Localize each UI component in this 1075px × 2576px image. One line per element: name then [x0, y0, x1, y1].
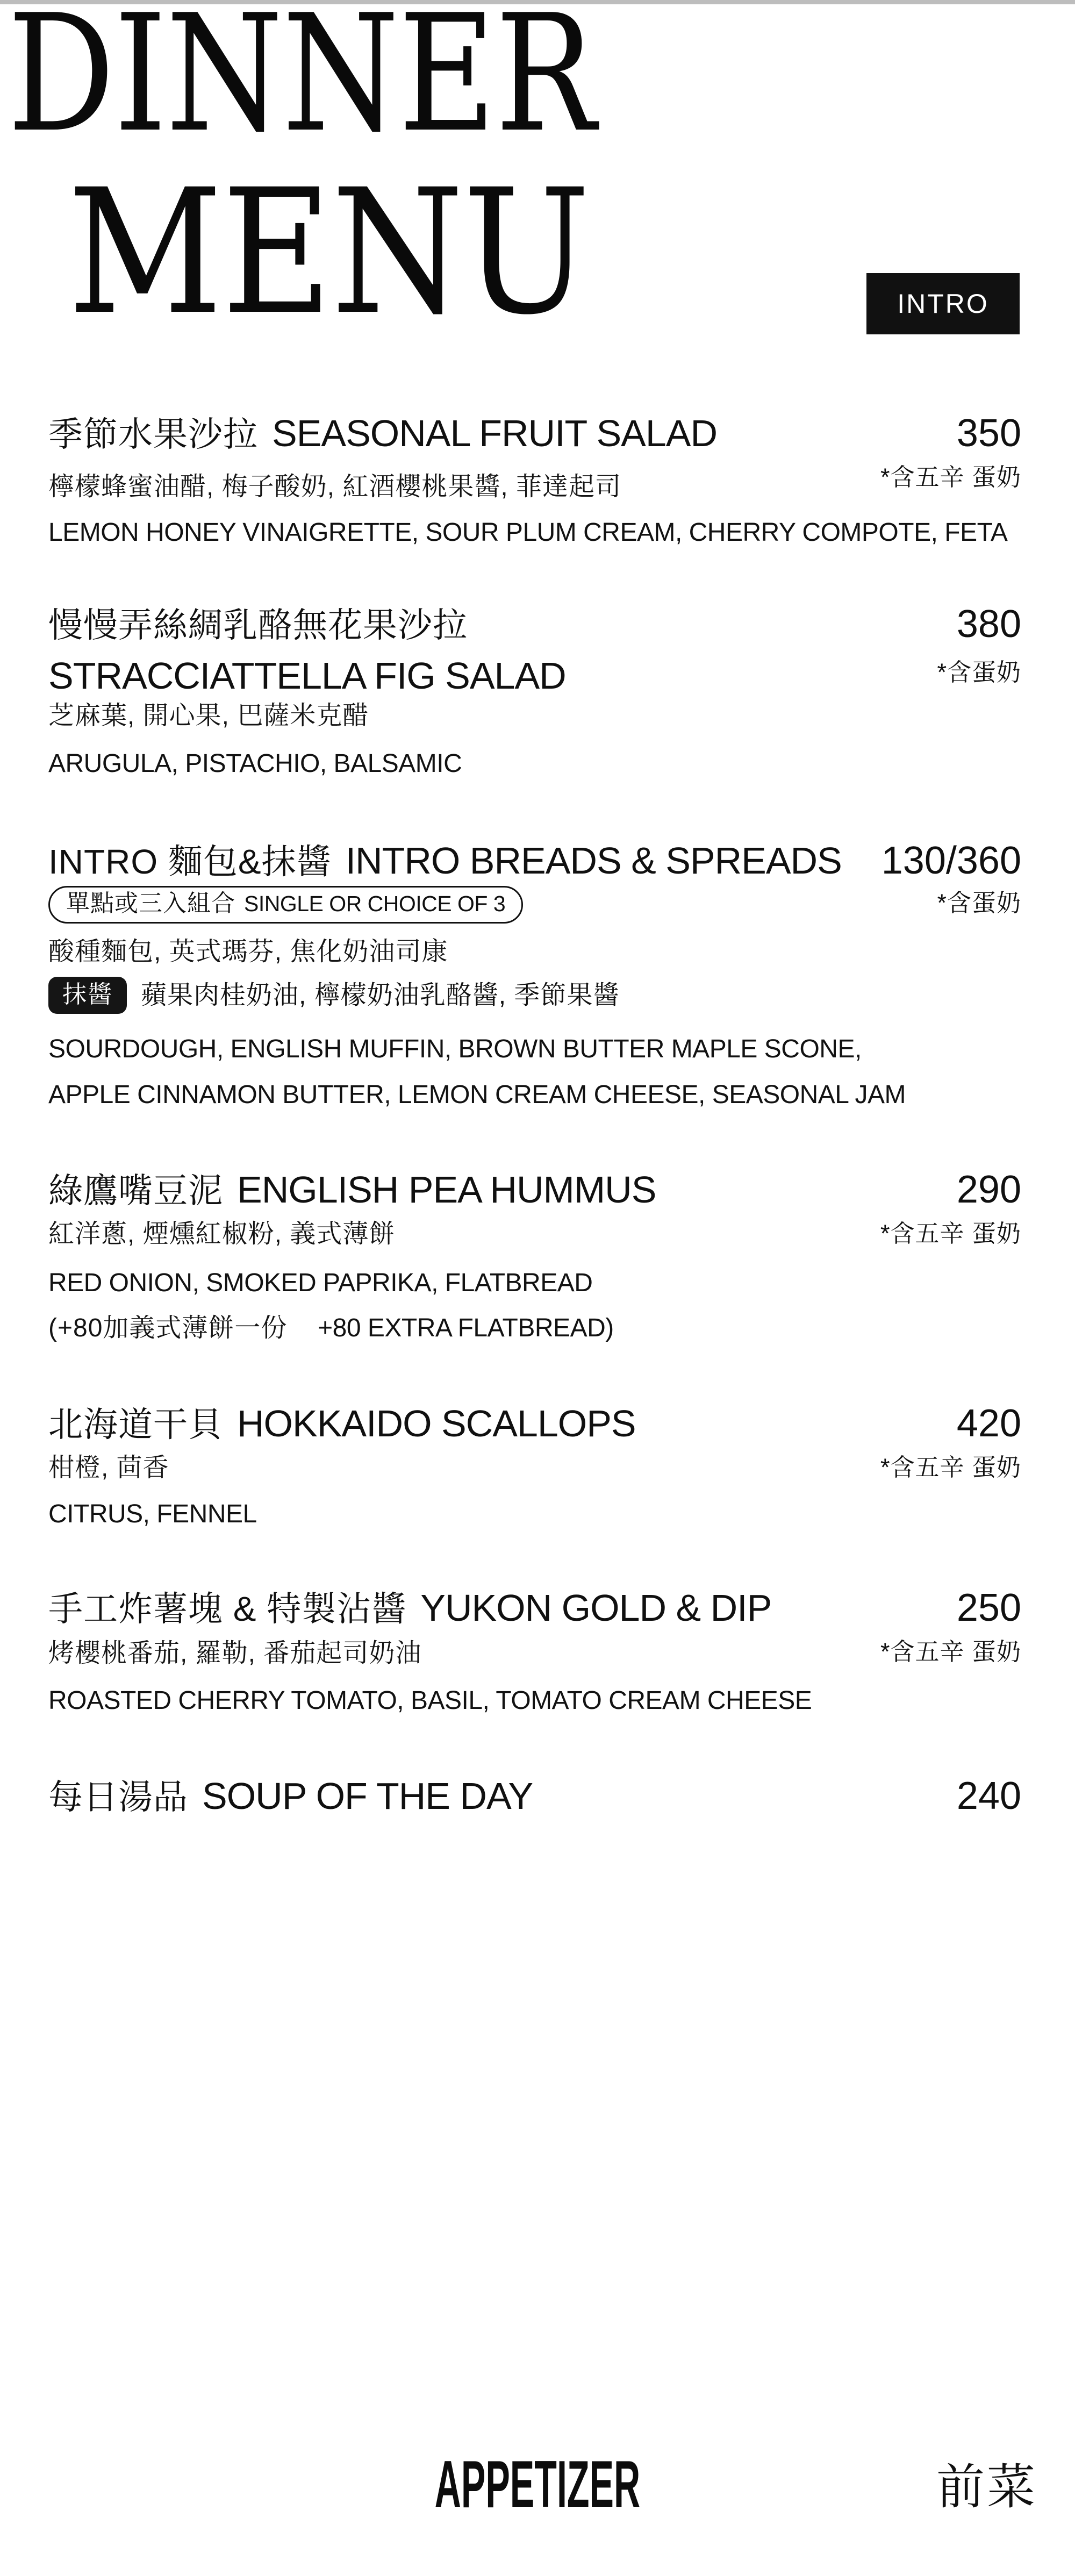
- menu-item-intro-breads-spreads: [48, 841, 1021, 1121]
- item-desc-en-line2: APPLE CINNAMON BUTTER, LEMON CREAM CHEESE, SEASONAL JAM: [48, 1081, 906, 1109]
- item-desc-zh: 柑橙, 茴香: [48, 1454, 169, 1482]
- item-name-zh: 慢慢弄絲綢乳酪無花果沙拉: [48, 606, 468, 645]
- item-name-zh: 北海道干貝: [48, 1405, 223, 1444]
- item-name: [48, 840, 842, 882]
- item-price: 240: [956, 1774, 1021, 1817]
- item-spread-row: [48, 977, 1021, 1014]
- item-name-zh: INTRO 麵包&抹醬: [48, 842, 332, 881]
- item-extra-option: [48, 1315, 1021, 1341]
- item-desc-en: LEMON HONEY VINAIGRETTE, SOUR PLUM CREAM, CHERRY COMPOTE, FETA: [48, 518, 1008, 547]
- item-name-en: HOKKAIDO SCALLOPS: [237, 1403, 636, 1444]
- single-or-choice-pill: [48, 886, 523, 924]
- item-name: [48, 1777, 533, 1815]
- menu-item-yukon-gold-dip: [48, 1588, 1021, 1728]
- item-title-row: [48, 1774, 1021, 1817]
- item-price: 350: [956, 412, 1021, 455]
- pill-label-zh: 單點或三入組合: [66, 890, 235, 917]
- item-desc-en: RED ONION, SMOKED PAPRIKA, FLATBREAD: [48, 1269, 593, 1297]
- item-price: 420: [956, 1402, 1021, 1445]
- menu-item-hokkaido-scallops: [48, 1404, 1021, 1544]
- item-name: [48, 1169, 656, 1211]
- item-desc-zh: 芝麻葉, 開心果, 巴薩米克醋: [48, 702, 369, 730]
- item-name-zh: 手工炸薯塊 & 特製沾醬: [48, 1590, 407, 1628]
- footer-section-title-wrap: [0, 2448, 1075, 2522]
- item-desc-en: CITRUS, FENNEL: [48, 1500, 257, 1528]
- item-desc-en: ROASTED CHERRY TOMATO, BASIL, TOMATO CREAM CHEESE: [48, 1686, 812, 1715]
- item-name: [48, 1589, 771, 1627]
- item-name-en: STRACCIATTELLA FIG SALAD: [48, 655, 566, 697]
- item-name-en: SOUP OF THE DAY: [202, 1775, 533, 1817]
- spread-desc-zh: 蘋果肉桂奶油, 檸檬奶油乳酪醬, 季節果醬: [141, 981, 620, 1010]
- spread-badge: 抹醬: [48, 977, 127, 1014]
- page-title-line2: MENU: [68, 153, 590, 353]
- item-name-zh: 每日湯品: [48, 1778, 188, 1816]
- item-title-row: [48, 1404, 1021, 1443]
- item-name-zh: 綠鷹嘴豆泥: [48, 1171, 223, 1210]
- item-allergen-note: *含五辛 蛋奶: [880, 1638, 1021, 1665]
- item-allergen-note: *含蛋奶: [937, 659, 1021, 686]
- intro-section-badge: INTRO: [866, 273, 1020, 334]
- item-desc-zh: 烤櫻桃番茄, 羅勒, 番茄起司奶油: [48, 1639, 422, 1668]
- item-price: 250: [956, 1586, 1021, 1629]
- item-name: [48, 1405, 636, 1442]
- item-name-en: ENGLISH PEA HUMMUS: [237, 1169, 656, 1211]
- item-extra-zh: (+80加義式薄餅一份: [48, 1314, 288, 1342]
- item-title-row: [48, 1588, 1021, 1627]
- pill-label-en: SINGLE OR CHOICE OF 3: [244, 891, 506, 916]
- item-allergen-note: *含五辛 蛋奶: [880, 1220, 1021, 1247]
- item-name-en: YUKON GOLD & DIP: [420, 1587, 772, 1629]
- item-extra-en: +80 EXTRA FLATBREAD): [318, 1314, 614, 1342]
- menu-item-english-pea-hummus: [48, 1170, 1021, 1348]
- item-desc-en-line1: SOURDOUGH, ENGLISH MUFFIN, BROWN BUTTER MAPLE SCONE,: [48, 1035, 862, 1063]
- item-name-en: INTRO BREADS & SPREADS: [345, 840, 842, 882]
- footer-section-title-zh: 前菜: [936, 2460, 1037, 2514]
- item-allergen-note: *含五辛 蛋奶: [880, 1454, 1021, 1481]
- item-name: [48, 414, 717, 452]
- item-desc-zh: 酸種麵包, 英式瑪芬, 焦化奶油司康: [48, 938, 448, 966]
- item-allergen-note: *含蛋奶: [937, 889, 1021, 917]
- item-name-zh: 季節水果沙拉: [48, 415, 258, 454]
- item-title-row: [48, 414, 1021, 453]
- item-title-row: [48, 603, 1021, 646]
- item-option-row: [48, 886, 1021, 924]
- menu-item-soup-of-the-day: [48, 1774, 1021, 1830]
- menu-item-stracciattella-fig-salad: [48, 605, 1021, 788]
- item-desc-en: ARUGULA, PISTACHIO, BALSAMIC: [48, 749, 462, 778]
- item-price: 130/360: [881, 839, 1021, 882]
- page-title-line1: DINNER: [8, 0, 596, 168]
- item-price: 380: [956, 603, 1021, 646]
- footer-section-title-en: APPETIZER: [434, 2448, 641, 2522]
- item-desc-zh: 紅洋蔥, 煙燻紅椒粉, 義式薄餅: [48, 1220, 396, 1248]
- item-name-en: SEASONAL FRUIT SALAD: [272, 412, 718, 454]
- item-price: 290: [956, 1168, 1021, 1211]
- item-allergen-note: *含五辛 蛋奶: [880, 463, 1021, 491]
- item-desc-zh: 檸檬蜂蜜油醋, 梅子酸奶, 紅酒櫻桃果醬, 菲達起司: [48, 473, 622, 501]
- menu-item-seasonal-fruit-salad: [48, 414, 1021, 554]
- item-title-row: [48, 1170, 1021, 1209]
- item-title-row: [48, 841, 1021, 880]
